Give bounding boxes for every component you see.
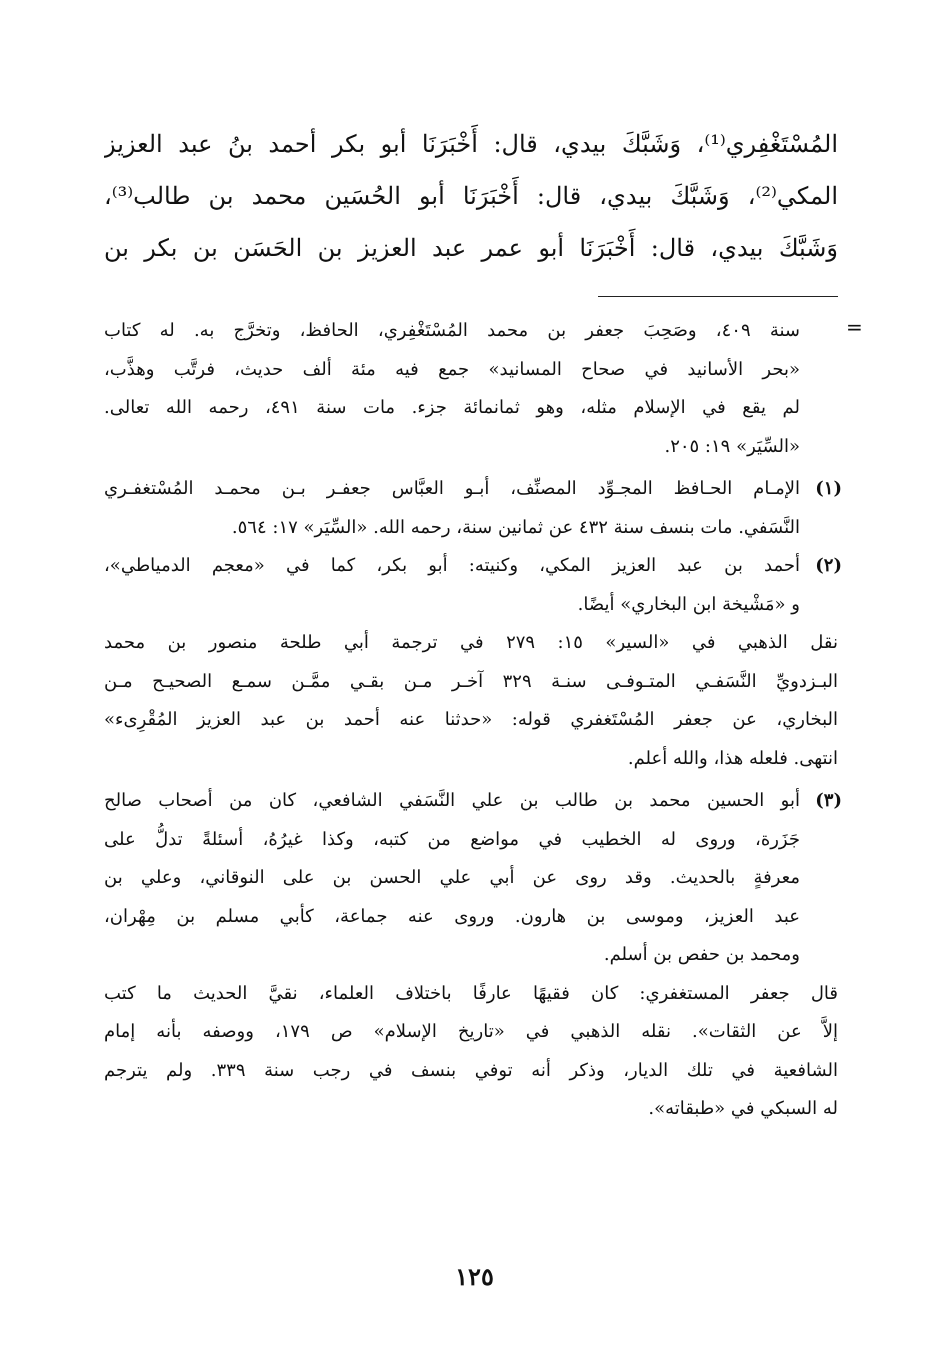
footnote-line: ومحمد بن حفص بن أسلم. xyxy=(603,944,800,965)
footnote-line: جَزَرة، وروى له الخطيب في مواضع من كتبه، وكذا غيرُهُ، أسئلةً تدلُّ على xyxy=(104,828,800,850)
footnote-line: نقل الذهبي في «السير» ١٥: ٢٧٩ في ترجمة أبي طلحة منصور بن محمد xyxy=(104,632,838,653)
footnote-1 xyxy=(104,470,842,547)
footnote-separator-rule xyxy=(598,296,838,297)
footnote-2-extra xyxy=(104,624,838,778)
footnote-number: (٣) xyxy=(815,790,842,811)
main-text-line: المُسْتَغْفِري⁽¹⁾، وَشَبَّكَ بيدي، قال: أَخْبَرَنَا أبو بكر أحمد بنُ عبد العزيز xyxy=(104,130,838,158)
main-text-line: المكي⁽²⁾، وَشَبَّكَ بيدي، قال: أَخْبَرَنَا أبو الحُسَين محمد بن طالب⁽³⁾، xyxy=(104,182,838,210)
footnote-line: أحمد بن عبد العزيز المكي، وكنيته: أبو بكر، كما في «معجم الدمياطي»، xyxy=(104,555,800,576)
footnotes-section xyxy=(104,312,842,1129)
footnote-line: سنة ٤٠٩، وصَحِبَ جعفر بن محمد المُسْتَغْفِري، الحافظ، وتخرَّج به. له كتاب xyxy=(104,320,800,341)
footnote-line: عبد العزيز، وموسى بن هارون. وروى عنه جماعة، كأبي مسلم بن مِهْران، xyxy=(104,905,800,927)
footnote-line: الشافعية في تلك الديار، وذكر أنه توفي بنسف في رجب سنة ٣٣٩. ولم يترجم xyxy=(104,1059,838,1081)
footnote-line: لم يقع في الإسلام مثله، وهو ثمانمائة جزء. مات سنة ٤٩١، رحمه الله تعالى. xyxy=(104,397,800,418)
footnote-line: قال جعفر المستغفري: كان فقيهًا عارفًا باختلاف العلماء، نقيَّ الحديث ما كتب xyxy=(104,982,838,1004)
footnote-3-extra xyxy=(104,975,838,1129)
footnote-line: له السبكي في «طبقاته». xyxy=(648,1098,838,1119)
main-text-line: وَشَبَّكَ بيدي، قال: أَخْبَرَنَا أبو عمر عبد العزيز بن الحَسَن بن بكر بن xyxy=(104,234,838,262)
continued-footnote xyxy=(104,312,838,466)
main-text-body xyxy=(104,118,838,274)
footnote-number: (١) xyxy=(815,478,842,499)
footnote-line: البخاري، عن جعفر المُسْتَغفري قوله: «حدثنا عنه أحمد بن عبد العزيز المُقْرِىء» xyxy=(104,709,838,730)
footnote-line: البـزدويِّ النَّسَفـي المتـوفـى سنـة ٣٢٩ آخـر مـن بقـي ممَّـن سمـع الصحيـح مـن xyxy=(104,670,838,692)
footnote-line: انتهى. فلعله هذا، والله أعلم. xyxy=(627,747,838,769)
footnote-2 xyxy=(104,547,842,624)
footnote-line: «بحر الأسانيد في صحاح المسانيد» جمع فيه مئة ألف حديث، فرتَّب وهذَّب، xyxy=(104,358,800,380)
footnote-number: (٢) xyxy=(815,555,842,576)
footnote-line: «السِّيَر» ١٩: ٢٠٥. xyxy=(664,435,800,457)
footnote-line: إلاَّ عن الثقات». نقله الذهبي في «تاريخ الإسلام» ص ١٧٩، ووصفه بأنه إمام xyxy=(104,1021,838,1042)
footnote-line: معرفةٍ بالحديث. وقد روى عن أبي علي الحسن بن على النوقاني، وعلي بن xyxy=(104,867,800,888)
footnote-line: الإمـام الحـافظ المجـوِّد المصنِّف، أبـو العبَّاس جعفـر بـن محمـد المُسْتغفـري xyxy=(104,478,800,499)
page-number: ١٢٥ xyxy=(455,1262,494,1291)
footnote-continuation-mark: = xyxy=(846,315,863,339)
footnote-line: النَّسَفي. مات بنسف سنة ٤٣٢ عن ثمانين سنة، رحمه الله. «السِّيَر» ١٧: ٥٦٤. xyxy=(231,516,800,538)
footnote-3 xyxy=(104,782,842,975)
footnote-line: و «مَشْيخة ابن البخاري» أيضًا. xyxy=(577,593,800,615)
footnote-line: أبو الحسين محمد بن طالب بن علي النَّسَفي الشافعي، كان من أصحاب صالح xyxy=(104,790,800,811)
